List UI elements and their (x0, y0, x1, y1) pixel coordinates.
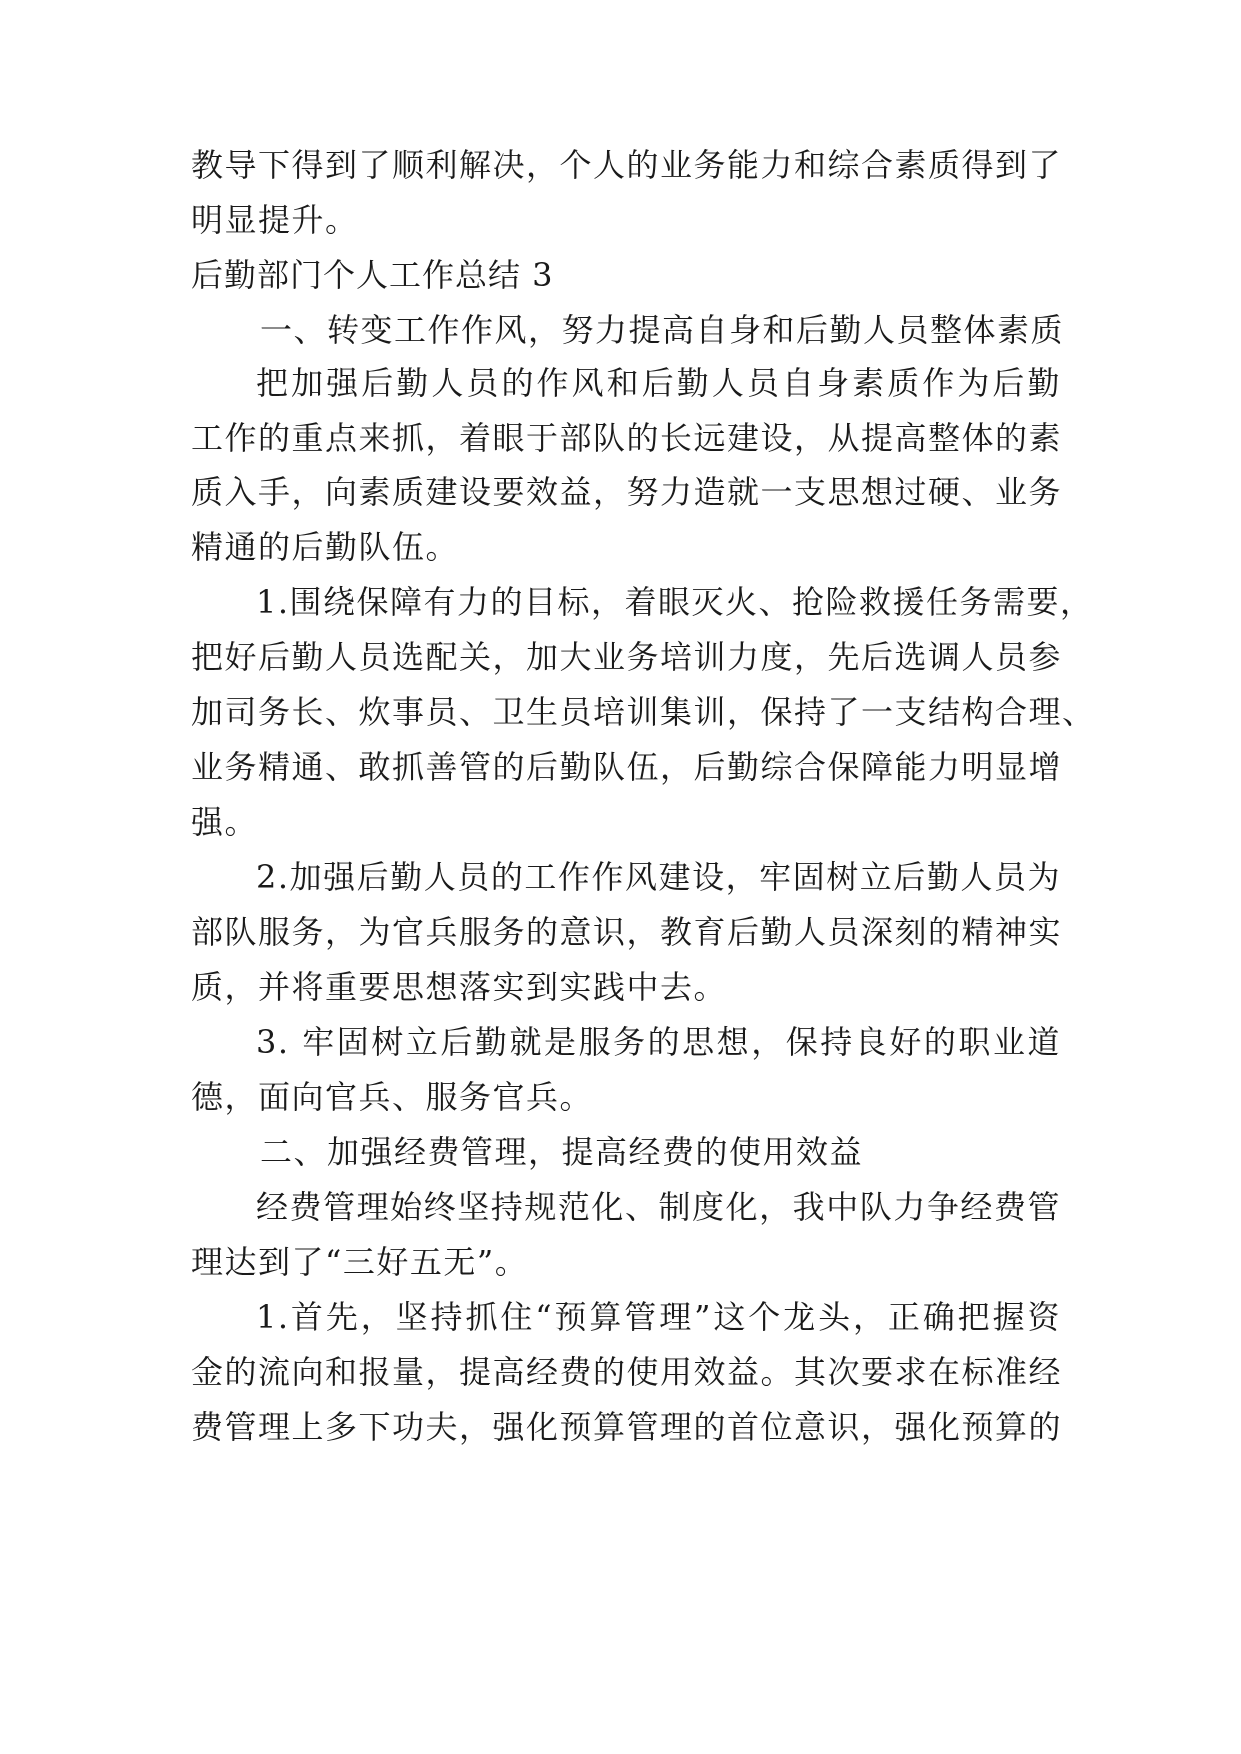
paragraph-line: 把加强后勤人员的作风和后勤人员自身素质作为后勤 (256, 364, 1061, 402)
section-heading: 二、加强经费管理，提高经费的使用效益 (260, 1133, 864, 1171)
paragraph-line: 质入手，向素质建设要效益，努力造就一支思想过硬、业务 (191, 473, 1063, 511)
list-item-line: 3. 牢固树立后勤就是服务的思想，保持良好的职业道 (256, 1023, 1061, 1061)
paragraph-line: 费管理上多下功夫，强化预算管理的首位意识，强化预算的 (191, 1408, 1063, 1446)
list-item-line: 1.围绕保障有力的目标，着眼灭火、抢险救援任务需要， (256, 583, 1094, 621)
section-heading: 一、转变工作作风，努力提高自身和后勤人员整体素质 (260, 311, 1065, 349)
paragraph-line: 精通的后勤队伍。 (191, 528, 460, 566)
paragraph-line: 德，面向官兵、服务官兵。 (191, 1078, 594, 1116)
paragraph-line: 经费管理始终坚持规范化、制度化，我中队力争经费管 (256, 1188, 1061, 1226)
paragraph-line: 质，并将重要思想落实到实践中去。 (191, 968, 728, 1006)
paragraph-line: 部队服务，为官兵服务的意识，教育后勤人员深刻的精神实 (191, 913, 1063, 951)
paragraph-line: 工作的重点来抓，着眼于部队的长远建设，从提高整体的素 (191, 419, 1063, 457)
list-item-line: 2.加强后勤人员的工作作风建设，牢固树立后勤人员为 (256, 858, 1061, 896)
paragraph-line: 明显提升。 (191, 201, 359, 239)
paragraph-line: 金的流向和报量，提高经费的使用效益。其次要求在标准经 (191, 1353, 1063, 1391)
list-item-line: 1.首先，坚持抓住“预算管理”这个龙头，正确把握资 (256, 1298, 1061, 1336)
paragraph-line: 加司务长、炊事员、卫生员培训集训，保持了一支结构合理、 (191, 693, 1096, 731)
section-title: 后勤部门个人工作总结 3 (191, 256, 554, 294)
paragraph-line: 理达到了“三好五无”。 (191, 1243, 529, 1281)
paragraph-line: 业务精通、敢抓善管的后勤队伍，后勤综合保障能力明显增 (191, 748, 1063, 786)
paragraph-line: 把好后勤人员选配关，加大业务培训力度，先后选调人员参 (191, 638, 1063, 676)
paragraph-line: 教导下得到了顺利解决，个人的业务能力和综合素质得到了 (191, 146, 1063, 184)
paragraph-line: 强。 (191, 803, 259, 841)
